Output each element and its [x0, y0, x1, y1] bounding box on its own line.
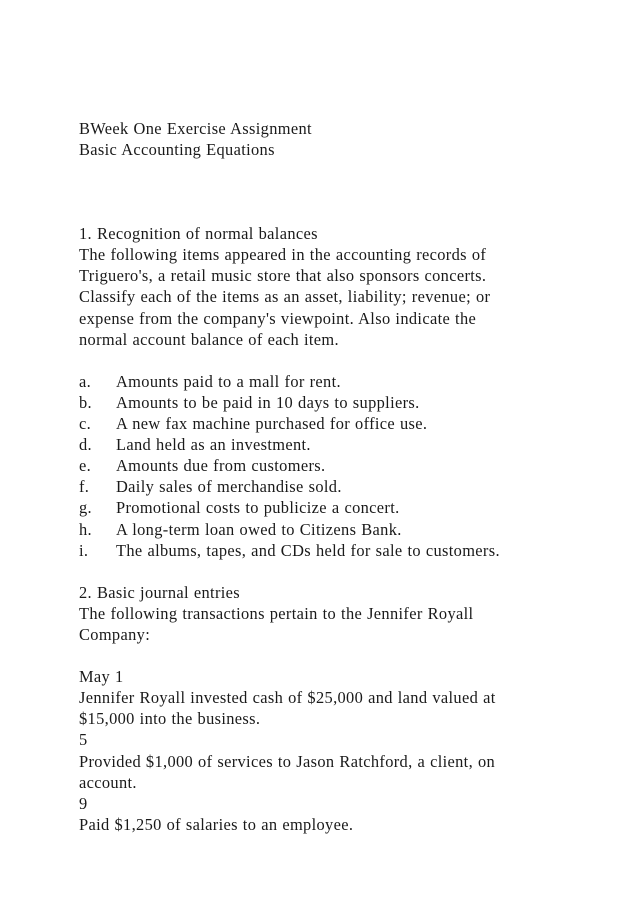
list-item	[79, 371, 624, 392]
list-item	[79, 413, 624, 434]
list-item-letter: c.	[79, 414, 92, 434]
list-item-text: Daily sales of merchandise sold.	[116, 477, 342, 497]
list-item-text: Amounts to be paid in 10 days to suppliers.	[116, 392, 420, 412]
list-item	[79, 519, 624, 540]
list-item-letter: i.	[79, 540, 89, 560]
list-item	[79, 434, 624, 455]
list-item-letter: g.	[79, 498, 92, 518]
spacer	[79, 350, 624, 371]
list-item-text: Land held as an investment.	[116, 435, 311, 455]
list-item-letter: d.	[79, 435, 92, 455]
spacer	[79, 645, 624, 666]
list-item	[79, 455, 624, 476]
section1-paragraph-line: Classify each of the items as an asset, liability; revenue; or	[79, 287, 491, 307]
entry-text-line: account.	[79, 772, 137, 792]
entry-text-line: Provided $1,000 of services to Jason Ratchford, a client, on	[79, 751, 496, 771]
entry-date: 9	[79, 793, 88, 813]
entry-date: May 1	[79, 667, 124, 687]
list-item	[79, 476, 624, 497]
list-item-letter: f.	[79, 477, 90, 497]
section1-paragraph-line: Triguero's, a retail music store that also sponsors concerts.	[79, 266, 487, 286]
list-item-text: The albums, tapes, and CDs held for sale to customers.	[116, 540, 500, 560]
list-item-text: A long-term loan owed to Citizens Bank.	[116, 519, 402, 539]
document-subtitle: Basic Accounting Equations	[79, 140, 275, 160]
list-item-text: A new fax machine purchased for office use.	[116, 414, 428, 434]
spacer	[79, 160, 624, 223]
list-item	[79, 540, 624, 561]
section1-paragraph-line: expense from the company's viewpoint. Also indicate the	[79, 308, 477, 328]
section2-intro-line: Company:	[79, 624, 151, 644]
list-item	[79, 497, 624, 518]
list-item-letter: b.	[79, 392, 92, 412]
entry-text-line: Paid $1,250 of salaries to an employee.	[79, 814, 354, 834]
section2-heading: 2. Basic journal entries	[79, 582, 241, 602]
document-title: BWeek One Exercise Assignment	[79, 119, 312, 138]
list-item-text: Amounts paid to a mall for rent.	[116, 371, 341, 391]
list-item-letter: a.	[79, 371, 92, 391]
section2-intro-line: The following transactions pertain to the Jennifer Royall	[79, 603, 474, 623]
entry-date: 5	[79, 730, 88, 750]
section1-heading: 1. Recognition of normal balances	[79, 224, 318, 244]
list-item-letter: h.	[79, 519, 92, 539]
list-item-letter: e.	[79, 456, 92, 476]
list-item-text: Promotional costs to publicize a concert.	[116, 498, 400, 518]
entry-text-line: Jennifer Royall invested cash of $25,000 and land valued at	[79, 688, 496, 708]
entry-text-line: $15,000 into the business.	[79, 709, 261, 729]
section1-paragraph-line: normal account balance of each item.	[79, 329, 339, 349]
document-body	[79, 118, 624, 835]
list-item	[79, 392, 624, 413]
list-item-text: Amounts due from customers.	[116, 456, 326, 476]
section1-paragraph-line: The following items appeared in the accounting records of	[79, 245, 487, 265]
spacer	[79, 561, 624, 582]
